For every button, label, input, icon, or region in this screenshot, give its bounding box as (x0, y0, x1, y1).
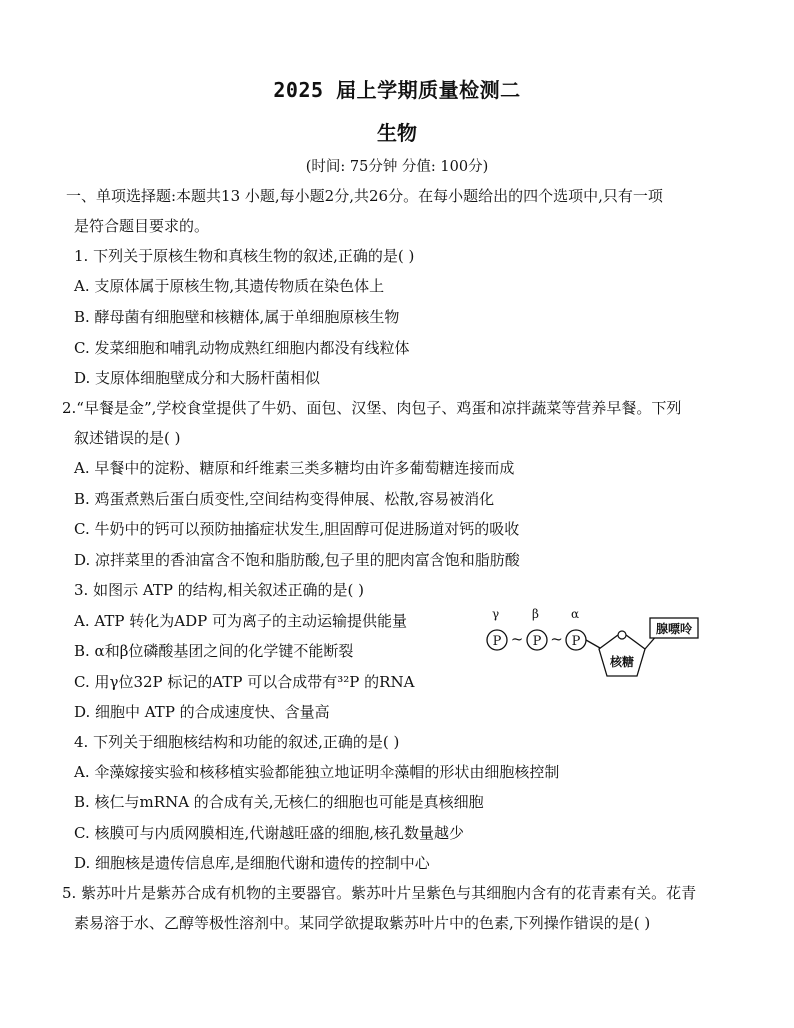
ribose-label: 核糖 (609, 655, 635, 669)
q5-stem-line1: 5. 紫苏叶片是紫苏合成有机物的主要器官。紫苏叶片呈紫色与其细胞内含有的花青素有关。花青 (62, 884, 697, 902)
q4-option-c: C. 核膜可与内质网膜相连,代谢越旺盛的细胞,核孔数量越少 (74, 824, 465, 842)
section-instruction-line2: 是符合题目要求的。 (74, 217, 210, 235)
beta-label: β (532, 607, 539, 621)
q3-stem: 3. 如图示 ATP 的结构,相关叙述正确的是( ) (74, 581, 364, 599)
alpha-sugar-bond (586, 640, 600, 648)
q1-option-d: D. 支原体细胞壁成分和大肠杆菌相似 (74, 369, 321, 387)
q2-stem-line2: 叙述错误的是( ) (74, 429, 181, 447)
q3-option-d: D. 细胞中 ATP 的合成速度快、含量高 (74, 703, 330, 721)
phosphate-alpha-label: P (571, 634, 581, 649)
q3-option-a: A. ATP 转化为ADP 可为离子的主动运输提供能量 (74, 612, 407, 630)
section-instruction-line1: 一、单项选择题:本题共13 小题,每小题2分,共26分。在每小题给出的四个选项中,只有一项 (66, 187, 663, 205)
q4-option-d: D. 细胞核是遗传信息库,是细胞代谢和遗传的控制中心 (74, 854, 430, 872)
q4-option-b: B. 核仁与mRNA 的合成有关,无核仁的细胞也可能是真核细胞 (74, 793, 484, 811)
phosphate-beta-label: P (532, 634, 542, 649)
phosphate-gamma-label: P (492, 634, 502, 649)
q2-stem-line1: 2.“早餐是金”,学校食堂提供了牛奶、面包、汉堡、肉包子、鸡蛋和凉拌蔬菜等营养早餐。下列 (62, 399, 682, 417)
q2-option-b: B. 鸡蛋煮熟后蛋白质变性,空间结构变得伸展、松散,容易被消化 (74, 490, 495, 508)
q2-option-a: A. 早餐中的淀粉、糖原和纤维素三类多糖均由许多葡萄糖连接而成 (74, 459, 515, 477)
q2-option-c: C. 牛奶中的钙可以预防抽搐症状发生,胆固醇可促进肠道对钙的吸收 (74, 520, 520, 538)
q5-stem-line2: 素易溶于水、乙醇等极性溶剂中。某同学欲提取紫苏叶片中的色素,下列操作错误的是( ) (74, 914, 651, 932)
gamma-label: γ (492, 607, 500, 621)
alpha-label: α (571, 607, 580, 621)
adenine-label: 腺嘌呤 (655, 622, 693, 636)
high-energy-bond-2: ~ (550, 630, 563, 648)
q3-option-c: C. 用γ位32P 标记的ATP 可以合成带有³²P 的RNA (74, 673, 415, 691)
q2-option-d: D. 凉拌菜里的香油富含不饱和脂肪酸,包子里的肥肉富含饱和脂肪酸 (74, 551, 520, 569)
q4-option-a: A. 伞藻嫁接实验和核移植实验都能独立地证明伞藻帽的形状由细胞核控制 (74, 763, 560, 781)
ring-oxygen-circle (618, 631, 626, 639)
exam-subject: 生物 (377, 121, 417, 145)
high-energy-bond-1: ~ (510, 630, 524, 648)
q4-stem: 4. 下列关于细胞核结构和功能的叙述,正确的是( ) (74, 733, 400, 751)
q1-stem: 1. 下列关于原核生物和真核生物的叙述,正确的是( ) (74, 247, 415, 265)
exam-title: 2025 届上学期质量检测二 (273, 78, 521, 102)
atp-structure-diagram (482, 606, 700, 686)
exam-time-score: (时间: 75分钟 分值: 100分) (305, 159, 489, 175)
q3-option-b: B. α和β位磷酸基团之间的化学键不能断裂 (74, 642, 354, 660)
q1-option-a: A. 支原体属于原核生物,其遗传物质在染色体上 (74, 277, 385, 295)
q1-option-c: C. 发菜细胞和哺乳动物成熟红细胞内都没有线粒体 (74, 339, 410, 357)
q1-option-b: B. 酵母菌有细胞壁和核糖体,属于单细胞原核生物 (74, 308, 400, 326)
